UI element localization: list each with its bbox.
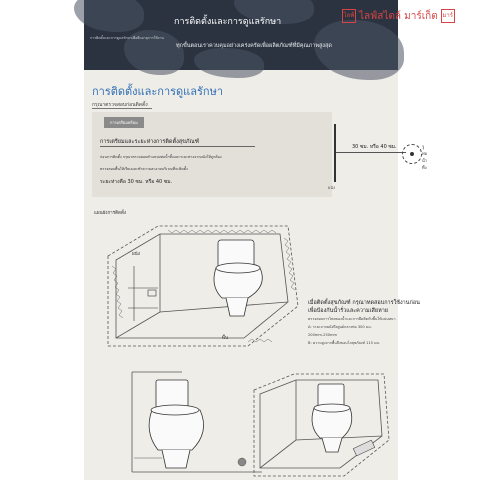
section-heading: การติดตั้งและการดูแลรักษา bbox=[92, 85, 224, 98]
installation-note: ตรวจสอบพื้นให้เรียบและทำความสะอาดบริเวณที่จะติดตั้ง bbox=[100, 167, 188, 171]
wall-annotation: ผนัง bbox=[132, 252, 140, 257]
wall-line bbox=[334, 124, 336, 182]
section-subheading: กรุณาตรวจสอบก่อนติดตั้ง bbox=[92, 102, 148, 108]
installation-title-underline bbox=[100, 146, 255, 147]
banner-title: การติดตั้งและการดูแลรักษา bbox=[174, 17, 282, 27]
info-line: B: ความสูงจากพื้นถึงขอบโถสุขภัณฑ์ 115 มม. bbox=[308, 341, 380, 345]
info-title-2: เพื่อป้องกันน้ำรั่วและความเสียหาย bbox=[308, 308, 389, 314]
wall-label: ผนัง bbox=[328, 185, 336, 190]
subheading-underline bbox=[92, 108, 152, 109]
watermark-text: ไลฟ์สไตล์ มาร์เก็ต bbox=[359, 10, 438, 22]
toilet-room-illustration bbox=[98, 216, 308, 356]
dimension-line bbox=[336, 152, 406, 153]
toilet-corner-illustration bbox=[234, 370, 394, 480]
installation-box bbox=[92, 112, 332, 197]
diagram-section-title: แผนผังการติดตั้ง bbox=[94, 211, 127, 216]
info-title: เมื่อติดตั้งสุขภัณฑ์ กรุณาทดสอบการใช้งานก่อน bbox=[308, 300, 420, 306]
banner-sub-left: การติดตั้งและการดูแลรักษาเพื่อยืดอายุการใช้งาน bbox=[90, 36, 164, 40]
banner-subtitle: ทุกขั้นตอนเราควบคุมอย่างเคร่งครัดเพื่อผลิตภัณฑ์ที่มีคุณภาพสูงสุด bbox=[176, 43, 332, 49]
watermark-box-right: มาร์ bbox=[441, 9, 455, 23]
dimension-label: 30 ซม. หรือ 40 ซม. bbox=[352, 144, 397, 150]
info-line: A: ระยะจากผนังถึงศูนย์กลางท่อ 300 มม. bbox=[308, 325, 372, 329]
floor-annotation: พื้น bbox=[222, 336, 229, 341]
prep-tag: การเตรียมพร้อม bbox=[104, 117, 144, 128]
info-line: 200mm-250mm bbox=[308, 333, 338, 337]
installation-title: การเตรียมและระยะห่างการติดตั้งสุขภัณฑ์ bbox=[100, 139, 200, 145]
info-line: ตรวจสอบการไหลของน้ำและการยึดติดกับพื้นให้แน่นหนา bbox=[308, 317, 396, 321]
install-info bbox=[308, 299, 478, 347]
room-diagram-main bbox=[98, 216, 308, 356]
installation-note: ก่อนการติดตั้ง กรุณาตรวจสอบตำแหน่งท่อน้ำทิ้งและระยะห่างจากผนังให้ถูกต้อง bbox=[100, 155, 222, 159]
distance-text: ระยะห่างคือ 30 ซม. หรือ 40 ซม. bbox=[100, 179, 173, 185]
watermark bbox=[342, 8, 478, 24]
drain-center-icon bbox=[410, 152, 414, 156]
room-diagram-right bbox=[234, 370, 394, 480]
drain-label: รูท่อน้ำทิ้ง bbox=[422, 144, 428, 170]
watermark-box-left: ไลฟ์ bbox=[342, 9, 356, 23]
